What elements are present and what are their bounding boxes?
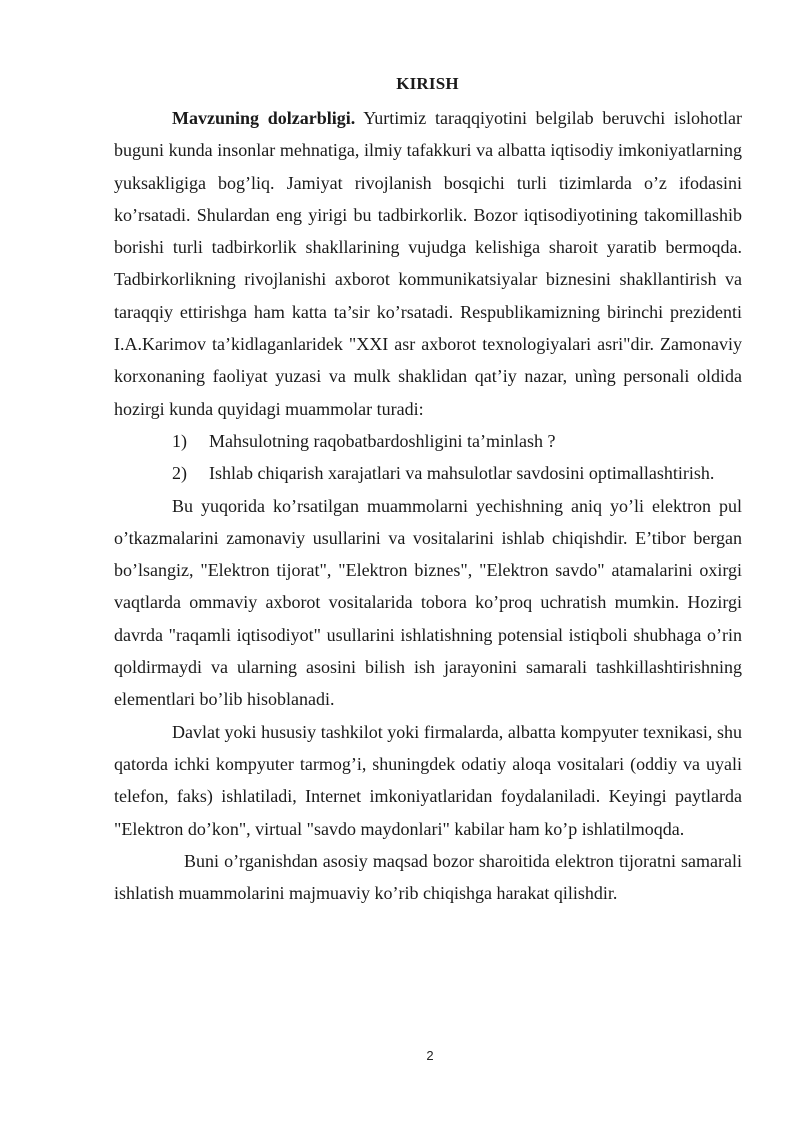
paragraph-goal: Buni o’rganishdan asosiy maqsad bozor sharoitida elektron tijoratni samarali ishlatish muammolarini majmuaviy ko’rib chiqishga harakat qilishdir. — [114, 850, 742, 904]
list-item-number: 1) — [172, 430, 187, 451]
document-body — [114, 102, 742, 909]
page-title: KIRISH — [396, 74, 459, 93]
list-item-text: Mahsulotning raqobatbardoshligini ta’minlash ? — [209, 430, 556, 451]
paragraph-solutions: Bu yuqorida ko’rsatilgan muammolarni yechishning aniq yo’li elektron pul o’tkazmalarini zamonaviy usullarini va vositalarini ishlab chiqishdir. E’tibor bergan bo’lsangiz, "Elektron tijorat", "Elektron biznes", "Elektron savdo" atamalarini oxirgi vaqtlarda ommaviy axborot vositalarida tobora ko’proq uchratish mumkin. Hozirgi davrda "raqamli iqtisodiyot" usullarini ishlatishning potensial istiqboli shubhaga o’rin qoldirmaydi va ularning asosini bilish ish jarayonini samarali tashkillashtirishning elementlari bo’lib hisoblanadi. — [114, 495, 742, 710]
paragraph-intro — [114, 102, 742, 425]
problem-list — [114, 425, 742, 490]
list-item-number: 2) — [172, 463, 187, 484]
paragraph-lead: Mavzuning dolzarbligi. — [172, 108, 356, 128]
paragraph-organizations: Davlat yoki hususiy tashkilot yoki firmalarda, albatta kompyuter texnikasi, shu qatorda ichki kompyuter tarmog’i, shuningdek odatiy aloqa vositalari (oddiy va uyali telefon, faks) ishlatiladi, Internet imkoniyatlaridan foydalaniladi. Keyingi paytlarda "Elektron do’kon", virtual "savdo maydonlari" kabilar ham ko’p ishlatilmoqda. — [114, 721, 742, 839]
paragraph-intro-text: Yurtimiz taraqqiyotini belgilab beruvchi islohotlar buguni kunda insonlar mehnatiga, ilmiy tafakkuri va albatta iqtisodiy imkoniyatlarning yuksakligiga bog’liq. Jamiyat rivojlanish bosqichi turli tizimlarda o’z ifodasini ko’rsatadi. Shulardan eng yirigi bu tadbirkorlik. Bozor iqtisodiyotining takomillashib borishi turli tadbirkorlik shakllarining vujudga kelishiga sharoit yaratib bermoqda. Tadbirkorlikning rivojlanishi axborot kommunikatsiyalar biznesini shakllantirish va taraqqiy ettirishga ham katta ta’sir ko’rsatadi. Respublikamizning birinchi prezidenti I.A.Karimov ta’kidlaganlaridek "XXI asr axborot texnologiyalari asri"dir. Zamonaviy korxonaning faoliyat yuzasi va mulk shaklidan qat’iy nazar, unìng personali oldida hozirgi kunda quyidagi muammolar turadi: — [114, 108, 743, 419]
list-item — [114, 457, 742, 489]
page-number: 2 — [426, 1048, 434, 1063]
list-item-text: Ishlab chiqarish xarajatlari va mahsulotlar savdosini optimallashtirish. — [209, 463, 715, 484]
list-item — [114, 425, 742, 457]
